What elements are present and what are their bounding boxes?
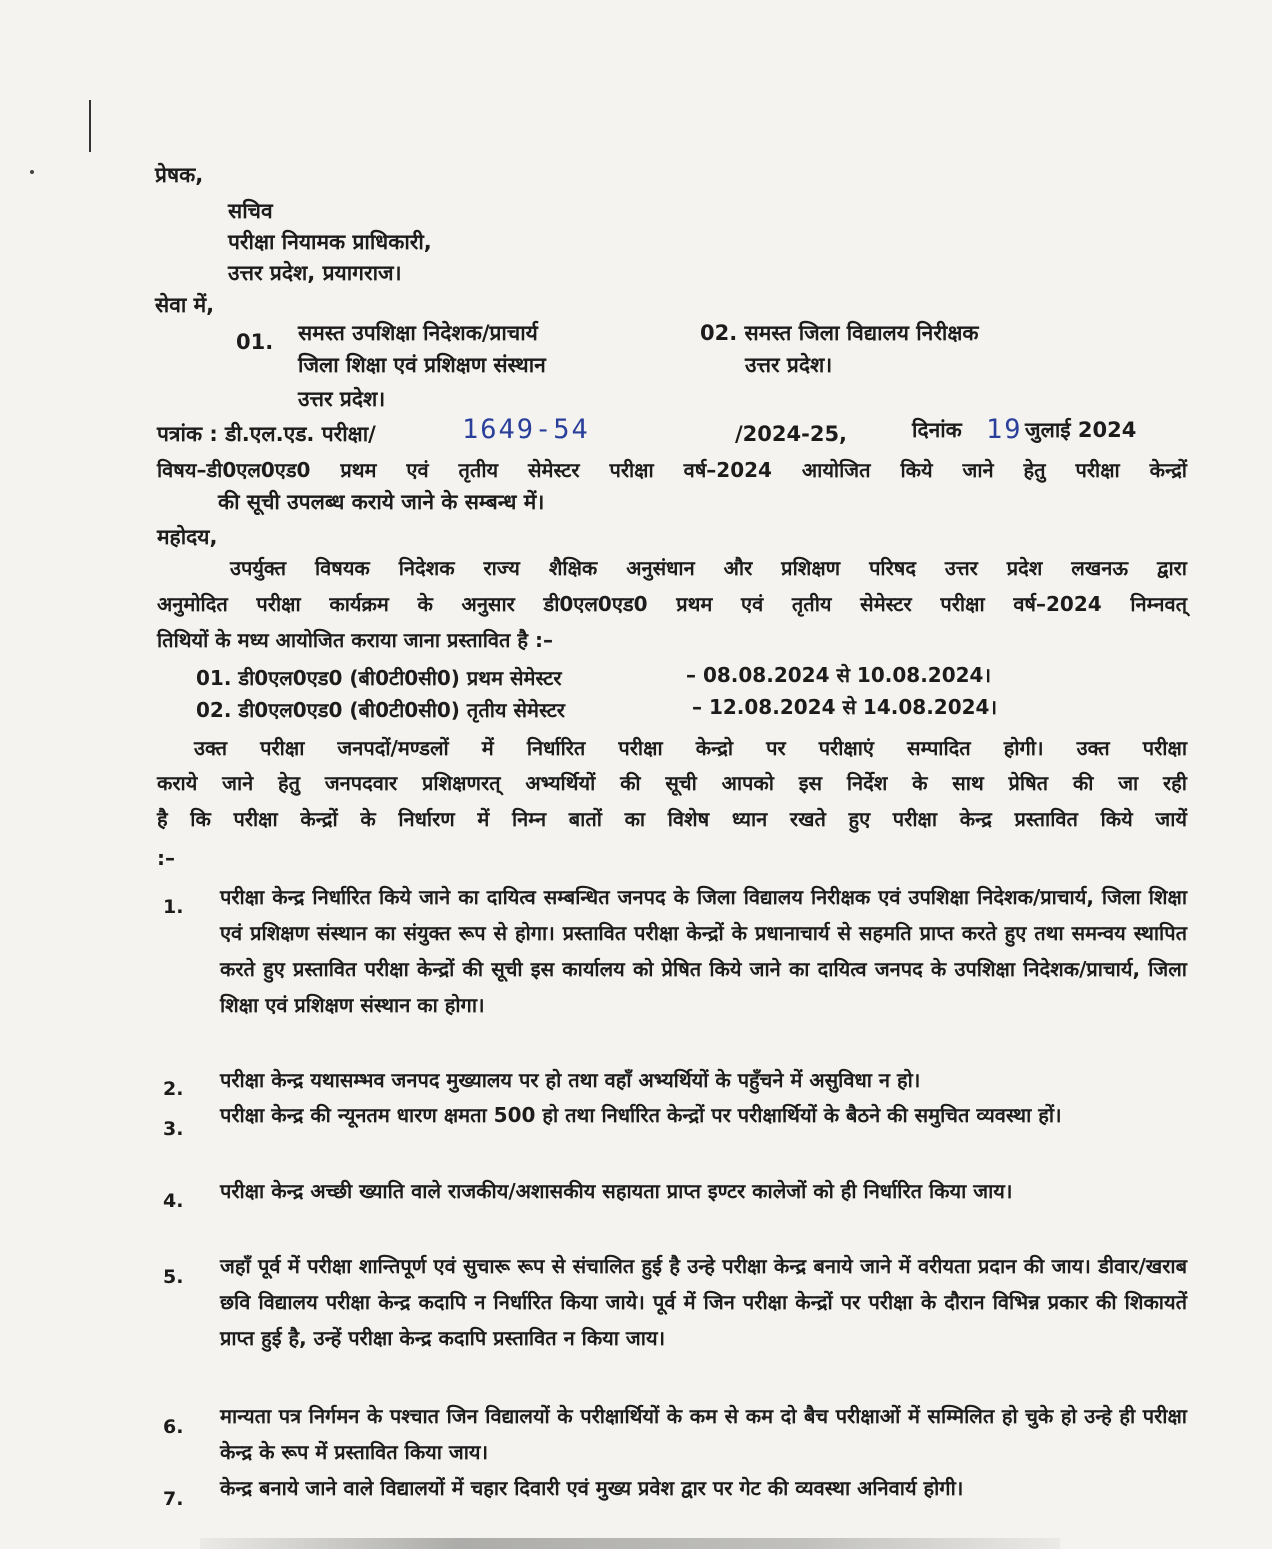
para2-line-1: उक्त परीक्षा जनपदों/मण्डलों में निर्धारित परीक्षा केन्द्रो पर परीक्षाएं सम्पादित होगी। उक्त परीक्षा [194,736,1187,760]
point-2-number: 2. [163,1078,184,1100]
sender-label: प्रेषक, [155,163,204,187]
schedule-dates-2: – 12.08.2024 से 14.08.2024। [692,695,998,719]
intro-line-1: उपर्युक्त विषयक निदेशक राज्य शैक्षिक अनुसंधान और प्रशिक्षण परिषद उत्तर प्रदेश लखनऊ द्वारा [230,556,1187,580]
recipient1-line1: समस्त उपशिक्षा निदेशक/प्राचार्य [298,321,538,345]
point-1-number: 1. [163,896,184,918]
cut-off-next-line [200,1538,1060,1549]
subject-line-1: विषय–डी0एल0एड0 प्रथम एवं तृतीय सेमेस्टर परीक्षा वर्ष–2024 आयोजित किये जाने हेतु परीक्षा केन्द्रों [157,458,1187,482]
recipient2-line2: उत्तर प्रदेश। [745,353,833,377]
sender-designation: सचिव [228,199,273,223]
recipient2-line1: 02. समस्त जिला विद्यालय निरीक्षक [700,321,979,345]
margin-pen-mark [89,100,91,152]
para2-line-2: कराये जाने हेतु जनपदवार प्रशिक्षणरत् अभ्यर्थियों की सूची आपको इस निर्देश के साथ प्रेषित की जा रही [157,771,1187,795]
recipient1-line3: उत्तर प्रदेश। [298,387,386,411]
recipient1-number: 01. [236,330,274,354]
point-7-text: केन्द्र बनाये जाने वाले विद्यालयों में चहार दिवारी एवं मुख्य प्रवेश द्वार पर गेट की व्यवस्था अनिवार्य होगी। [220,1476,964,1500]
handwritten-date-day: 19 [986,414,1023,445]
subject-line-2: की सूची उपलब्ध कराये जाने के सम्बन्ध में। [218,490,545,514]
handwritten-letter-number: 1649-54 [462,414,590,445]
date-label: दिनांक [912,418,962,442]
point-5-number: 5. [163,1266,184,1288]
letter-year: /2024-25, [735,422,848,446]
para2-line-3: है कि परीक्षा केन्द्रों के निर्धारण में निम्न बातों का विशेष ध्यान रखते हुए परीक्षा केन्द्र प्रस्तावित किये जायें [157,807,1187,831]
point-1-text: परीक्षा केन्द्र निर्धारित किये जाने का दायित्व सम्बन्धित जनपद के जिला विद्यालय निरीक्षक एवं उपशिक्षा निदेशक/प्राचार्य, जिला शिक्षा एवं प्रशिक्षण संस्थान का संयुक्त रूप से होगा। प्रस्तावित परीक्षा केन्द्रों के प्रधानाचार्य से सहमति प्राप्त करते हुए तथा समन्वय स्थापित करते हुए प्रस्तावित परीक्षा केन्द्रों की सूची इस कार्यालय को प्रेषित किये जाने का दायित्व जनपद के उपशिक्षा निदेशक/प्राचार्य, जिला शिक्षा एवं प्रशिक्षण संस्थान का होगा। [220,885,1187,1017]
point-7-number: 7. [163,1488,184,1510]
sender-location: उत्तर प्रदेश, प्रयागराज। [228,261,402,285]
to-label: सेवा में, [155,293,215,317]
recipient1-line2: जिला शिक्षा एवं प्रशिक्षण संस्थान [298,353,546,377]
schedule-item-2: 02. डी0एल0एड0 (बी0टी0सी0) तृतीय सेमेस्टर [196,698,565,722]
schedule-item-1: 01. डी0एल0एड0 (बी0टी0सी0) प्रथम सेमेस्टर [196,666,562,690]
point-4-number: 4. [163,1190,184,1212]
scan-dot [30,170,34,174]
point-4-text: परीक्षा केन्द्र अच्छी ख्याति वाले राजकीय/अशासकीय सहायता प्राप्त इण्टर कालेजों को ही निर्धारित किया जाय। [220,1179,1013,1203]
point-5-text: जहाँ पूर्व में परीक्षा शान्तिपूर्ण एवं सुचारू रूप से संचालित हुई है उन्हे परीक्षा केन्द्र बनाये जाने में वरीयता प्रदान की जाय। डीवार/खराब छवि विद्यालय परीक्षा केन्द्र कदापि न निर्धारित किया जाये। पूर्व में जिन परीक्षा केन्द्रों पर परीक्षा के दौरान विभिन्न प्रकार की शिकायतें प्राप्त हुई है, उन्हें परीक्षा केन्द्र कदापि प्रस्तावित न किया जाय। [220,1254,1187,1350]
intro-line-2: अनुमोदित परीक्षा कार्यक्रम के अनुसार डी0एल0एड0 प्रथम एवं तृतीय सेमेस्टर परीक्षा वर्ष–2024 निम्नवत् [157,592,1187,616]
point-2-text: परीक्षा केन्द्र यथासम्भव जनपद मुख्यालय पर हो तथा वहाँ अभ्यर्थियों के पहुँचने में असुविधा न हो। [220,1068,921,1092]
point-6-text: मान्यता पत्र निर्गमन के पश्चात जिन विद्यालयों के परीक्षार्थियों के कम से कम दो बैच परीक्षाओं में सम्मिलित हो चुके हो उन्हे ही परीक्षा केन्द्र के रूप में प्रस्तावित किया जाय। [220,1404,1187,1464]
point-3-number: 3. [163,1118,184,1140]
salutation: महोदय, [157,525,218,549]
point-6-number: 6. [163,1416,184,1438]
point-3-text: परीक्षा केन्द्र की न्यूनतम धारण क्षमता 500 हो तथा निर्धारित केन्द्रों पर परीक्षार्थियों के बैठने की समुचित व्यवस्था हों। [220,1103,1062,1127]
schedule-dates-1: – 08.08.2024 से 10.08.2024। [686,663,992,687]
para2-line-4: :– [157,846,175,870]
date-month-year: जुलाई 2024 [1025,418,1137,442]
sender-office: परीक्षा नियामक प्राधिकारी, [228,230,432,254]
letter-number-prefix: पत्रांक : डी.एल.एड. परीक्षा/ [157,422,376,446]
intro-line-3: तिथियों के मध्य आयोजित कराया जाना प्रस्तावित है :– [157,628,553,652]
